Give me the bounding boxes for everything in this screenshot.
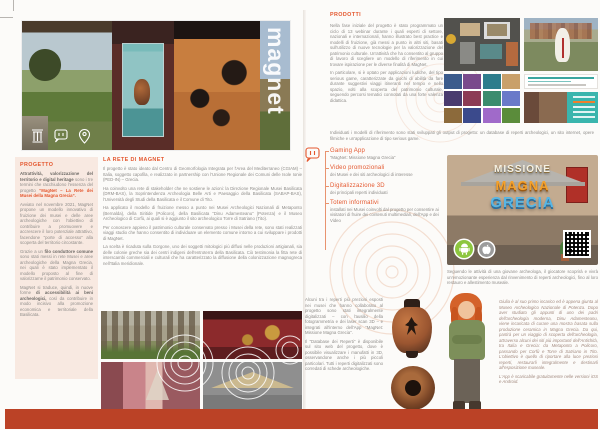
rete-paragraph-5: La scelta è ricaduta sulla Gorgone, uno dei soggetti mitologici più diffusi nelle produzioni artigianali, sia delle colonie greche sia dei centri indigeni dell'entroterra della Basilicata. Ciò testimonia la fitta rete di interscambi commerciali e culturali che ha caratterizzato la diffusione della colonizzazione magnogreca nell'Italia meridionale. (103, 244, 302, 266)
progetto-p1-title: “MagNet – La Rete dei Musei della Magna Grecia”. (20, 187, 93, 198)
progetto-p4-pre: MagNet si traduce, quindi, in nuove forme (20, 284, 93, 295)
game-availability: L'App è scaricabile gratuitamente nelle versioni iOS e Android. (499, 373, 598, 384)
game-story-column (499, 299, 598, 409)
game-story: Giulia è al suo primo incarico ed è appena giunta al Museo Archeologico Nazionale di Potenza. Dopo aver studiato gli appunti di uno dei padri dell'archeologia moderna, Dinu Adamesteanu, viene incaricata di curare una mostra basata sulla produzione ceramica in Magna Grecia. Da qui, partirà per un viaggio di scoperta dell'archeologia, attraverso alcuni dei siti più importanti dell'Antichità, tra Italia e Grecia: da Metaponto a Policoro, passando per Corfù e Torre di Satriano in Tito. L'obiettivo è quello di riportare alla luce preziosi reperti, restaurarli integralmente e destinarli all'esposizione museale. (499, 299, 598, 370)
progetto-p4-post: così da contribuire in modo incisivo alla promozione economica e territoriale della Basilicata. (20, 295, 93, 317)
photo-greek-vase-closeup (174, 21, 260, 150)
game-banner-missione-magna-grecia (447, 155, 598, 265)
progetto-p3-bold: filo conduttore comune (44, 248, 93, 254)
photo-display-cases (101, 362, 200, 410)
progetto-paragraph-4 (20, 285, 93, 318)
progetto-paragraph-2: Avviato nel novembre 2021, MagNet propone un modello innovativo di fruizione dei musei e delle aree archeologiche con l'obiettivo di contribuire a promuovere e accrescere il loro potenziale attrattivo, facendone “porte di accesso” alla scoperta del territorio circostante. (20, 201, 93, 245)
hero-icon-row (30, 128, 92, 145)
android-icon (455, 240, 473, 258)
white-hooded-figure (555, 28, 570, 62)
product-title: Video promozionali (330, 165, 385, 172)
products-list (330, 148, 444, 228)
prodotti-text (330, 23, 443, 127)
screenshot-project-website (524, 74, 598, 89)
temple-column-icon (30, 128, 45, 145)
highlighted-menu-row (573, 101, 595, 103)
crop-mark-horizontal (0, 17, 13, 18)
prodotti-paragraph-1: Nella fase iniziale del progetto è stato programmato un ciclo di 13 webinar durante i quali esperti di settore, nazionali e internazionali, hanno illustrato best practice e modelli di fruizione, già messi a punto in altri siti, basati sull'utilizzo di nuove tecnologie per la valorizzazione del patrimonio culturale. Un'attività che ha consentito al gruppo di lavoro di scegliere un modello di riferimento in cui trovare ispirazione per le diverse finalità di MagNet. (330, 23, 443, 67)
audio-guide-icon (53, 128, 69, 145)
progetto-paragraph-1 (20, 171, 93, 199)
rete-paragraph-4: Per conoscere appieno il patrimonio culturale conservato presso i Musei della rete, sono stati realizzati viaggi studio che hanno consentito di individuare un elemento comune intorno a cui sviluppare i prodotti di MagNet. (103, 224, 302, 241)
crop-mark-vertical (13, 0, 14, 11)
rete-section (103, 157, 302, 269)
rete-paragraph-2: Ha coinvolto una rete di stakeholder che ne sostiene le azioni: la Direzione Regionale Musei Basilicata (DRM-BAS), la Soprintendenza Archeologia Belle Arti e Paesaggio della Basilicata (SABAP-BAS), l'Università degli Studi della Basilicata e il Comune di Tito. (103, 185, 302, 202)
progetto-panel (15, 157, 98, 379)
game-caption: Seguendo le attività di una giovane archeologa, il giocatore scoprirà e vivrà un'emozionante esperienza dal rinvenimento di reperti archeologici, fino al loro restauro e allestimento museale. (447, 269, 598, 285)
prodotti-heading: PRODOTTI (330, 12, 362, 18)
product-totem (330, 200, 444, 223)
prodotti-paragraph-3: Individuati i modelli di riferimento sono stati sviluppati gli output di progetto: un database di reperti archeologici, un sito internet, opere filmiche e un'applicazione di tipo serious game. (330, 130, 594, 141)
product-3d-digitization (330, 183, 444, 195)
prodotti-paragraph-2: In particolare, si è optato per applicazioni ludiche, del tipo serious game, caratterizzate da giochi di abilità da fare durante suggestivi viaggi itineranti nel tempo e nello spazio, volti alla scoperta del patrimonio culturale, seguendo percorsi tematici connotati da una forte valenza didattica. (330, 70, 443, 103)
database-paragraph-2: Il “Database dei Reperti” è disponibile sul sito web del progetto, dove è possibile visualizzare i manufatti in 3D, osservandone anche i più piccoli particolari. Tutti i reperti digitalizzati sono corredati di schede archeologiche. (305, 338, 383, 371)
qr-code (563, 230, 591, 258)
product-desc: dei Musei e dei siti archeologici di interesse (330, 172, 413, 178)
progetto-heading: PROGETTO (20, 162, 54, 168)
product-title: Digitalizzazione 3D (330, 182, 385, 189)
products-bracket-line (325, 152, 326, 250)
product-desc: dei principali reperti individuati (330, 189, 388, 195)
product-title: Gaming App (330, 148, 366, 154)
magnet-vertical-logo: magnet (263, 27, 289, 115)
database-paragraph-1: Alcuni tra i reperti più preziosi esposti nei musei che hanno collaborato al progetto sono stati integralmente digitalizzati – con l'ausilio della fotogrammetria e dei laser scan 3D – e integrati all'interno dell'App “MagNet: Missione Magna Grecia”. (305, 297, 383, 335)
progetto-p3-post: sono stati messi in rete Musei e aree archeologiche della Magna Grecia, nei quali è stato implementato il modello proposto al fine di valorizzarne il patrimonio conservato. (20, 254, 93, 281)
footer-red-bar (5, 409, 598, 429)
game-logo-line-1: MISSIONE (494, 164, 551, 175)
product-video (330, 165, 444, 177)
database-text-column (305, 297, 383, 409)
museum-photo-grid (101, 311, 302, 409)
photo-red-museum-room (203, 311, 302, 359)
hero-photo-collage (22, 21, 290, 150)
screenshot-database-ui (524, 92, 598, 123)
photo-assassin-over-town (524, 18, 598, 71)
speech-bubble-icon (304, 146, 321, 168)
apple-icon (479, 242, 494, 257)
illustration-archaeologist-giulia (441, 293, 495, 419)
3d-render-amphora (387, 299, 437, 359)
rete-heading: LA RETE DI MAGNET (103, 157, 165, 163)
location-pin-icon (77, 128, 92, 145)
rete-paragraph-1: Il progetto è stato ideato dal Centro di Geomorfologia Integrata per l'Area del Mediterraneo (CGIAM) – Italia, soggetto capofila, e realizzato in partnership con l'Unione Regionale dei Comuni delle Isole Ionie (PED-IN) – Grecia. (103, 166, 302, 182)
game-logo-line-2: MAGNA (495, 178, 550, 193)
progetto-p1-bold: Attrattività, valorizzazione del territorio e digital heritage (20, 171, 93, 182)
photo-artifacts-collage (444, 18, 520, 71)
video-thumbnail-grid (444, 74, 520, 123)
progetto-p1-mid: sono i tre termini che racchiudono l'essenza del progetto (20, 176, 93, 193)
photo-temple-columns (101, 311, 200, 359)
progetto-p3-pre: Grazie a un (20, 248, 45, 254)
product-desc: “MagNet: Missione Magna Grecia” (330, 155, 396, 160)
photo-museum-vitrine (112, 21, 174, 150)
progetto-paragraph-3 (20, 249, 93, 282)
product-desc: installati nei Musei coinvolti dal progetto per consentire ai visitatori di fruire dei contenuti multimediali, dell'App e dei Video (330, 207, 439, 223)
progetto-p4-bold: di accessibilità ai beni archeologici, (20, 290, 93, 301)
rete-paragraph-3: Ha applicato il modello di fruizione messo a punto nei Musei Archeologici Nazionali di Metaponto (Bernalda), della Siritide (Policoro), della Basilicata “Dinu Adamesteanu” (Potenza) e il Museo Archeologico di Corfù, ai quali si è aggiunto il sito archeologico Torre di Satriano (Tito). (103, 205, 302, 221)
photo-pediment-sculpture (203, 362, 302, 410)
game-logo-line-3: GRECIA (490, 194, 555, 211)
game-logo (447, 164, 598, 211)
product-gaming-app (330, 148, 444, 160)
product-title: Totem informativi (330, 200, 379, 207)
